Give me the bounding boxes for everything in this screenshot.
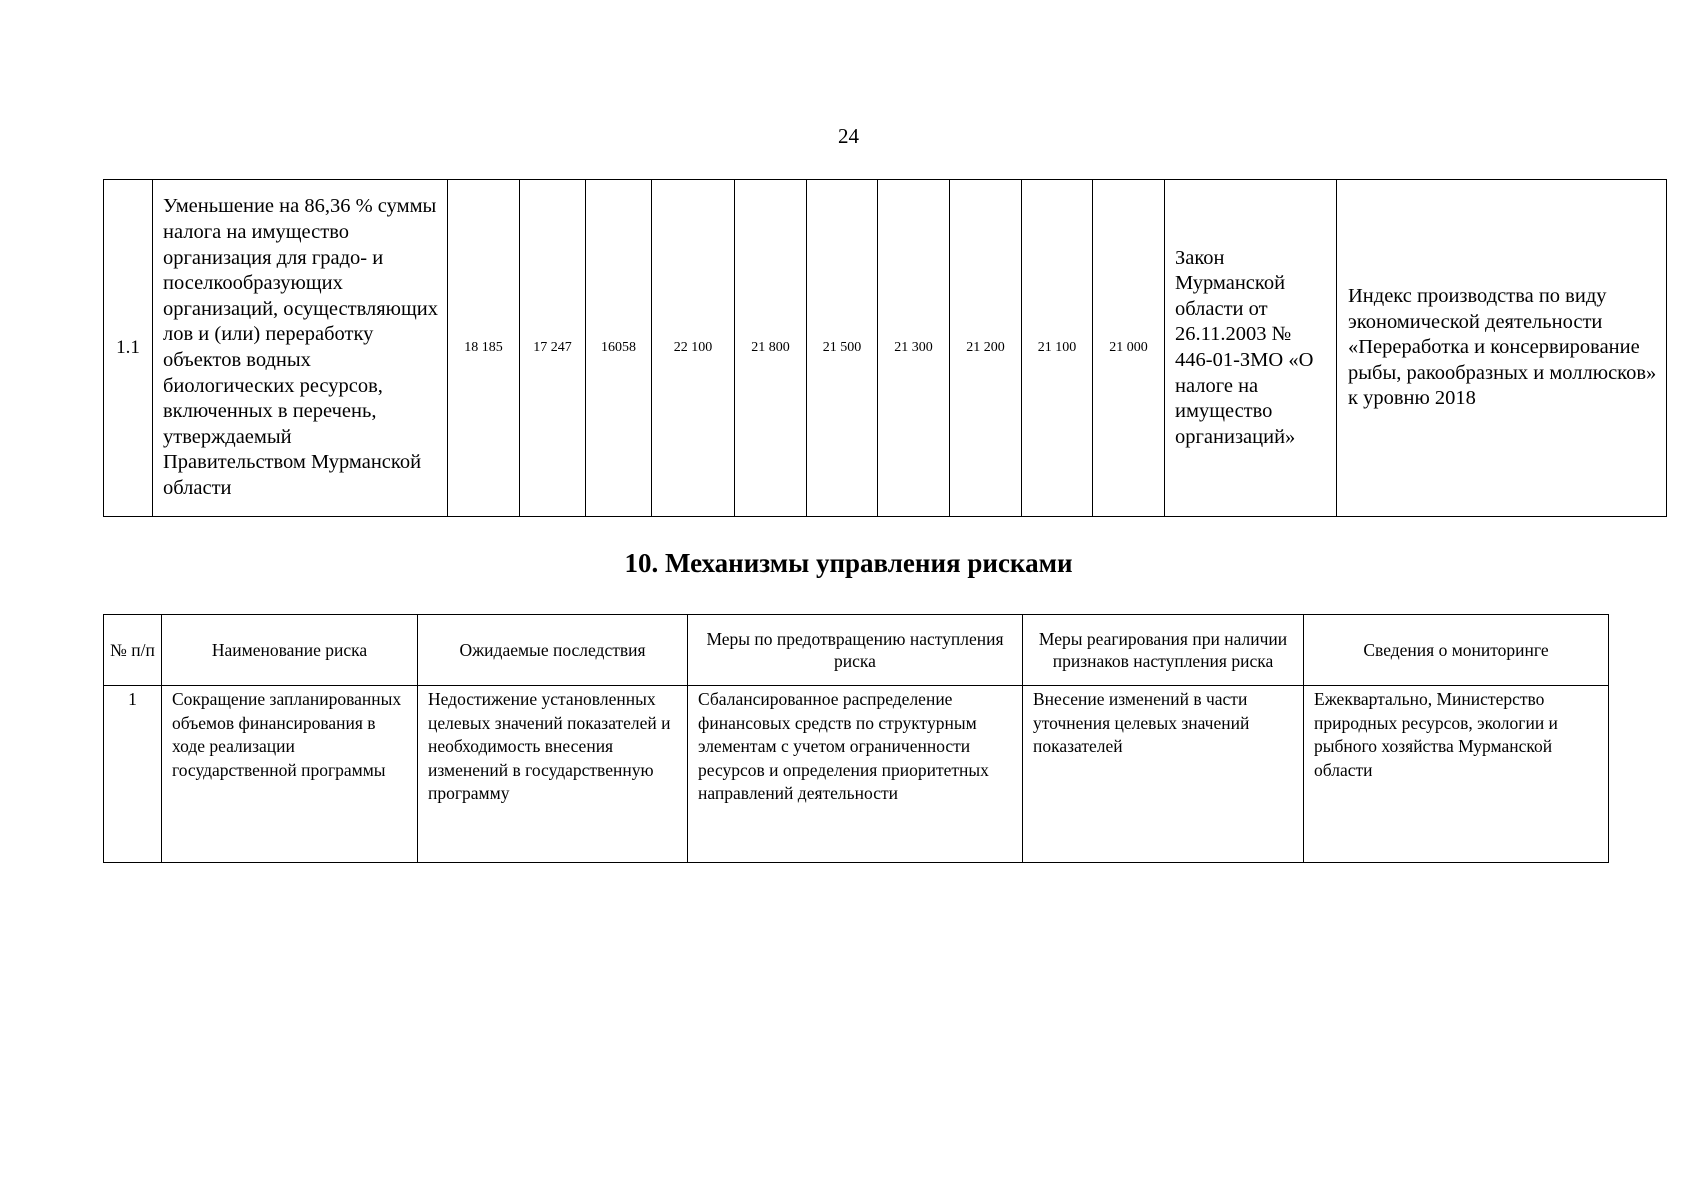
tax-measure-name: Уменьшение на 86,36 % суммы налога на имущество организация для градо- и поселкообразующих организаций, осуществляющих лов и (или) переработку объектов водных биологических ресурсов, включенных в перечень, утверждаемый Правительством Мурманской области [153,180,448,517]
header-consequences: Ожидаемые последствия [418,615,688,686]
value-cell: 21 100 [1022,180,1093,517]
value-cell: 22 100 [652,180,735,517]
tax-expenditure-table [103,179,1667,517]
value-cell: 16058 [586,180,652,517]
value-cell: 21 200 [950,180,1022,517]
value-cell: 21 300 [878,180,950,517]
header-prevention: Меры по предотвращению наступления риска [688,615,1023,686]
risk-management-table [103,614,1609,863]
value-cell: 17 247 [520,180,586,517]
prevention-cell: Сбалансированное распределение финансовых средств по структурным элементам с учетом ограниченности ресурсов и определения приоритетных направлений деятельности [688,686,1023,863]
monitoring-cell: Ежеквартально, Министерство природных ресурсов, экологии и рыбного хозяйства Мурманской области [1304,686,1609,863]
row-number: 1 [104,686,162,863]
header-risk-name: Наименование риска [162,615,418,686]
value-cell: 18 185 [448,180,520,517]
legal-basis-cell: Закон Мурманской области от 26.11.2003 № 446-01-ЗМО «О налоге на имущество организаций» [1165,180,1337,517]
page-number: 24 [838,124,859,148]
header-num: № п/п [104,615,162,686]
indicator-cell: Индекс производства по виду экономической деятельности «Переработка и консервирование рыбы, ракообразных и моллюсков» к уровню 2018 [1337,180,1667,517]
value-cell: 21 000 [1093,180,1165,517]
header-monitoring: Сведения о мониторинге [1304,615,1609,686]
row-number: 1.1 [104,180,153,517]
table-row [104,686,1609,863]
table-header-row [104,615,1609,686]
value-cell: 21 500 [807,180,878,517]
section-title: 10. Механизмы управления рисками [624,548,1073,578]
table-row [104,180,1667,517]
consequences-cell: Недостижение установленных целевых значений показателей и необходимость внесения изменений в государственную программу [418,686,688,863]
risk-name-cell: Сокращение запланированных объемов финансирования в ходе реализации государственной программы [162,686,418,863]
response-cell: Внесение изменений в части уточнения целевых значений показателей [1023,686,1304,863]
value-cell: 21 800 [735,180,807,517]
header-response: Меры реагирования при наличии признаков наступления риска [1023,615,1304,686]
